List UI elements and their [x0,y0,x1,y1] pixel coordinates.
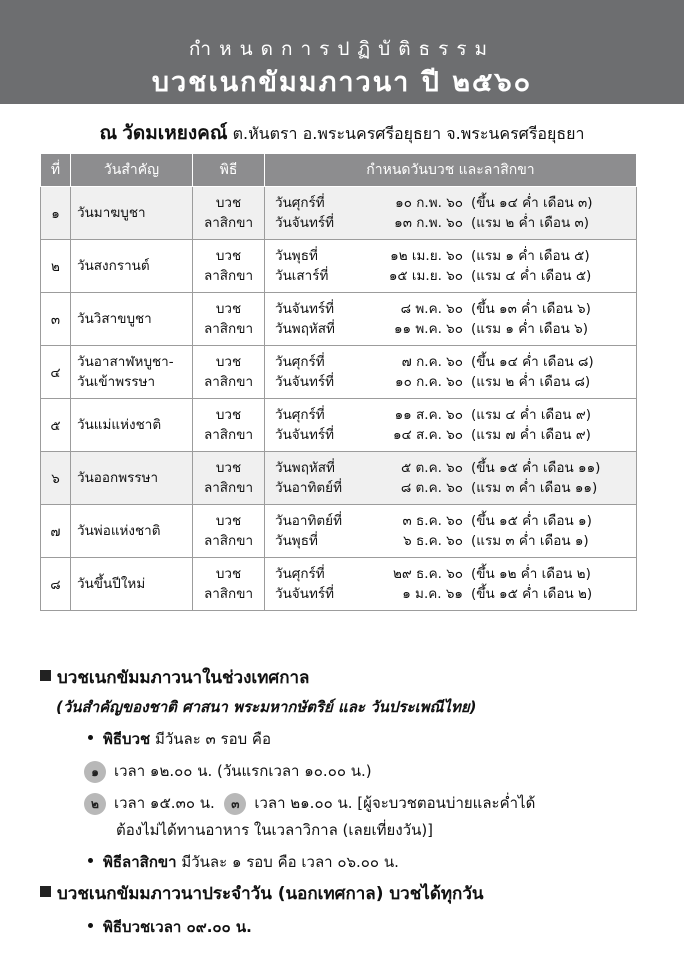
lunar-date: (แรม ๔ ค่ำ เดือน ๕) [471,268,592,284]
daily-ordination-label: พิธีบวชเวลา ๐๙.๐๐ น. [103,918,252,936]
dates-cell [265,505,637,558]
rite-cell [193,346,265,399]
occasion-name: วันพ่อแห่งชาติ [77,523,161,539]
weekday: วันศุกร์ที่ [275,407,325,423]
date-line [275,246,636,266]
weekday: วันอาทิตย์ที่ [275,480,342,496]
rite-name: ลาสิกขา [203,268,254,284]
weekday: วันพฤหัสที่ [275,321,335,337]
rite-name: ลาสิกขา [203,586,254,602]
row-number: ๕ [41,399,71,452]
row-number: ๓ [41,293,71,346]
table-row [41,558,637,611]
rite-name: ลาสิกขา [203,374,254,390]
date-line [275,405,636,425]
col-header-occasion: วันสำคัญ [71,154,193,187]
weekday: วันจันทร์ที่ [275,586,334,602]
header-subtitle: กำหนดการปฏิบัติธรรม [188,38,496,60]
rite-name: บวช [215,460,242,476]
date: ๗ ก.ค. ๖๐ [401,354,463,370]
round-number-badge: ๑ [84,761,106,783]
rite-name: บวช [215,566,242,582]
festival-section [40,664,660,939]
lunar-date: (แรม ๔ ค่ำ เดือน ๙) [471,407,591,423]
occasion-cell [71,293,193,346]
rite-name: บวช [215,301,242,317]
lunar-date: (แรม ๗ ค่ำ เดือน ๙) [471,427,591,443]
weekday: วันพฤหัสที่ [275,460,335,476]
lunar-date: (ขึ้น ๑๕ ค่ำ เดือน ๒) [471,586,593,602]
date: ๑๔ ส.ค. ๖๐ [392,427,463,443]
date: ๑ ม.ค. ๖๑ [402,586,463,602]
date: ๑๒ เม.ย. ๖๐ [390,248,463,264]
occasion-cell [71,452,193,505]
lunar-date: (แรม ๓ ค่ำ เดือน ๑๑) [471,480,598,496]
temple-address: ต.หันตรา อ.พระนครศรีอยุธยา จ.พระนครศรีอยุธยา [232,124,585,143]
weekday: วันศุกร์ที่ [275,354,325,370]
temple-name: วัดมเหยงคณ์ [122,122,228,144]
rite-cell [193,293,265,346]
dates-cell [265,346,637,399]
disrobe-text: มีวันละ ๑ รอบ คือ เวลา ๐๖.๐๐ น. [181,853,399,871]
lunar-date: (แรม ๒ ค่ำ เดือน ๘) [471,374,591,390]
weekday: วันศุกร์ที่ [275,195,325,211]
rite-name: บวช [215,248,242,264]
date: ๑๐ ก.พ. ๖๐ [395,195,463,211]
rite-name: ลาสิกขา [203,215,254,231]
lunar-date: (ขึ้น ๑๕ ค่ำ เดือน ๑) [471,513,592,529]
round-number-badge: ๓ [224,793,246,815]
rite-cell [193,558,265,611]
bullet-dot-icon [88,735,93,740]
date: ๓ ธ.ค. ๖๐ [402,513,463,529]
weekday: วันจันทร์ที่ [275,215,334,231]
lunar-date: (แรม ๓ ค่ำ เดือน ๑) [471,533,589,549]
ordination-text: มีวันละ ๓ รอบ คือ [154,730,271,748]
date-line [275,299,636,319]
occasion-name: วันมาฆบูชา [77,205,146,221]
date: ๑๑ ส.ค. ๖๐ [394,407,463,423]
lunar-date: (แรม ๒ ค่ำ เดือน ๓) [471,215,590,231]
occasion-name: วันวิสาขบูชา [77,311,152,327]
rite-name: บวช [215,354,242,370]
row-number: ๗ [41,505,71,558]
date-line [275,478,636,498]
rite-cell [193,187,265,240]
lunar-date: (ขึ้น ๑๓ ค่ำ เดือน ๖) [471,301,591,317]
rite-name: บวช [215,195,242,211]
date-line [275,372,636,392]
date: ๑๕ เม.ย. ๖๐ [388,268,463,284]
dates-cell [265,452,637,505]
rite-cell [193,240,265,293]
occasion-cell [71,346,193,399]
round3-text: เวลา ๒๑.๐๐ น. [ผู้จะบวชตอนบ่ายและค่ำได้ [254,794,536,812]
col-header-no: ที่ [41,154,71,187]
date: ๕ ต.ค. ๖๐ [401,460,463,476]
date-line [275,352,636,372]
col-header-dates: กำหนดวันบวช และลาสิกขา [265,154,637,187]
rite-name: ลาสิกขา [203,533,254,549]
date-line [275,425,636,445]
rite-name: บวช [215,407,242,423]
date: ๑๐ ก.ค. ๖๐ [395,374,463,390]
date-line [275,319,636,339]
table-row [41,505,637,558]
weekday: วันพุธที่ [275,248,318,264]
date-line [275,531,636,551]
daily-heading: บวชเนกขัมมภาวนาประจำวัน (นอกเทศกาล) บวชได้ทุกวัน [57,884,484,904]
date-line [275,193,636,213]
weekday: วันจันทร์ที่ [275,374,334,390]
rite-cell [193,399,265,452]
table-row [41,293,637,346]
date: ๑๑ พ.ค. ๖๐ [393,321,463,337]
lunar-date: (แรม ๑ ค่ำ เดือน ๖) [471,321,589,337]
bullet-dot-icon [88,858,93,863]
weekday: วันจันทร์ที่ [275,301,334,317]
date-line [275,564,636,584]
date: ๘ พ.ค. ๖๐ [400,301,463,317]
table-row [41,240,637,293]
weekday: วันพุธที่ [275,533,318,549]
square-bullet-icon [40,886,51,897]
row-number: ๖ [41,452,71,505]
rite-name: ลาสิกขา [203,321,254,337]
table-row [41,346,637,399]
occasion-name: วันขึ้นปีใหม่ [77,576,146,592]
date-line [275,458,636,478]
date: ๒๙ ธ.ค. ๖๐ [392,566,463,582]
lunar-date: (ขึ้น ๑๔ ค่ำ เดือน ๓) [471,195,593,211]
table-row [41,399,637,452]
round1-text: เวลา ๑๒.๐๐ น. (วันแรกเวลา ๑๐.๐๐ น.) [114,762,372,780]
col-header-rite: พิธี [193,154,265,187]
weekday: วันศุกร์ที่ [275,566,325,582]
rite-name: ลาสิกขา [203,427,254,443]
weekday: วันจันทร์ที่ [275,427,334,443]
row-number: ๒ [41,240,71,293]
occasion-name: วันเข้าพรรษา [77,374,156,390]
table-header-row [41,154,637,187]
date-line [275,266,636,286]
table-row [41,452,637,505]
date-line [275,511,636,531]
rite-name: บวช [215,513,242,529]
dates-cell [265,240,637,293]
rite-cell [193,452,265,505]
rite-name: ลาสิกขา [203,480,254,496]
round-number-badge: ๒ [84,793,106,815]
date: ๘ ต.ค. ๖๐ [400,480,463,496]
lunar-date: (ขึ้น ๑๒ ค่ำ เดือน ๒) [471,566,591,582]
dates-cell [265,187,637,240]
location-prefix: ณ [99,122,118,144]
occasion-name: วันสงกรานต์ [77,258,150,274]
occasion-cell [71,187,193,240]
lunar-date: (ขึ้น ๑๕ ค่ำ เดือน ๑๑) [471,460,601,476]
row-number: ๔ [41,346,71,399]
lunar-date: (แรม ๑ ค่ำ เดือน ๕) [471,248,590,264]
round2-text: เวลา ๑๕.๓๐ น. [114,794,215,812]
festival-note: (วันสำคัญของชาติ ศาสนา พระมหากษัตริย์ และ วันประเพณีไทย) [56,698,477,716]
header-title: บวชเนกขัมมภาวนา ปี ๒๕๖๐ [151,67,533,98]
dates-cell [265,399,637,452]
occasion-name: วันอาสาฬหบูชา- [77,354,174,370]
round3-continuation: ต้องไม่ได้ทานอาหาร ในเวลาวิกาล (เลยเที่ยงวัน)] [116,821,434,839]
date-line [275,213,636,233]
occasion-cell [71,399,193,452]
weekday: วันเสาร์ที่ [275,268,329,284]
ordination-label: พิธีบวช [103,730,151,748]
disrobe-label: พิธีลาสิกขา [103,853,177,871]
occasion-cell [71,505,193,558]
header-banner [0,0,684,104]
weekday: วันอาทิตย์ที่ [275,513,342,529]
festival-heading: บวชเนกขัมมภาวนาในช่วงเทศกาล [57,668,310,688]
occasion-cell [71,558,193,611]
table-row [41,187,637,240]
lunar-date: (ขึ้น ๑๔ ค่ำ เดือน ๘) [471,354,594,370]
occasion-cell [71,240,193,293]
row-number: ๑ [41,187,71,240]
rite-cell [193,505,265,558]
row-number: ๘ [41,558,71,611]
date: ๖ ธ.ค. ๖๐ [403,533,463,549]
dates-cell [265,293,637,346]
square-bullet-icon [40,670,51,681]
dates-cell [265,558,637,611]
location-line [0,118,684,148]
schedule-table [40,153,637,611]
occasion-name: วันแม่แห่งชาติ [77,417,162,433]
occasion-name: วันออกพรรษา [77,470,159,486]
bullet-dot-icon [88,923,93,928]
date-line [275,584,636,604]
date: ๑๓ ก.พ. ๖๐ [394,215,463,231]
